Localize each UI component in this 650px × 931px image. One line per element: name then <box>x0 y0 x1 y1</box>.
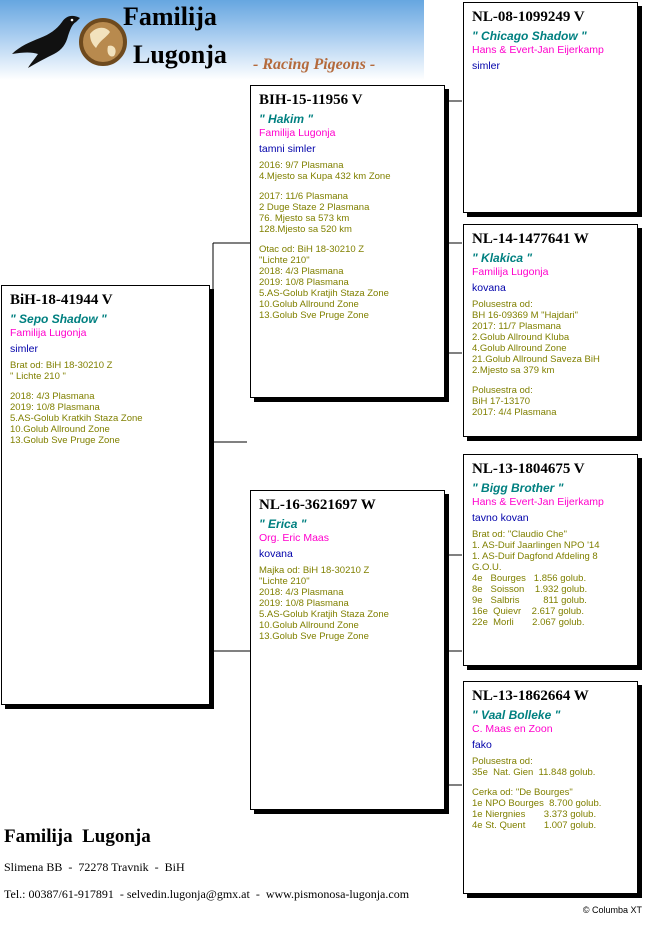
breeder-name: Familija Lugonja <box>10 327 87 339</box>
dam-sire-card <box>463 454 638 666</box>
performance-notes: Polusestra od: 35e Nat. Gien 11.848 golub. <box>472 756 596 778</box>
feather-color: kovana <box>259 548 293 560</box>
feather-color: fako <box>472 739 492 751</box>
performance-notes: Cerka od: "De Bourges" 1e NPO Bourges 8.700 golub. 1e Niergnies 3.373 golub. 4e St. Quent 1.007 golub. <box>472 787 602 831</box>
ring-number: NL-13-1804675 V <box>472 461 585 477</box>
globe-logo-icon <box>78 8 128 76</box>
feather-color: simler <box>10 343 38 355</box>
pigeon-logo-icon <box>10 8 82 70</box>
pigeon-name: " Bigg Brother " <box>472 481 564 495</box>
performance-notes: 2018: 4/3 Plasmana 2019: 10/8 Plasmana 5.AS-Golub Kratkih Staza Zone 10.Golub Allround Zone 13.Golub Sve Pruge Zone <box>10 391 143 446</box>
feather-color: tamni simler <box>259 143 316 155</box>
sire-card <box>250 85 445 398</box>
breeder-name: Familija Lugonja <box>472 266 549 278</box>
breeder-name: C. Maas en Zoon <box>472 723 553 735</box>
ring-number: NL-13-1862664 W <box>472 688 589 704</box>
subject-card <box>1 285 210 705</box>
performance-notes: 2017: 11/6 Plasmana 2 Duge Staze 2 Plasmana 76. Mjesto sa 573 km 128.Mjesto sa 520 km <box>259 191 370 235</box>
feather-color: kovana <box>472 282 506 294</box>
breeder-name: Hans & Evert-Jan Eijerkamp <box>472 44 604 56</box>
feather-color: tavno kovan <box>472 512 529 524</box>
performance-notes: Majka od: BiH 18-30210 Z "Lichte 210" 2018: 4/3 Plasmana 2019: 10/8 Plasmana 5.AS-Golub Kratjih Staza Zone 10.Golub Allround Zone 13.Golub Sve Pruge Zone <box>259 565 389 642</box>
performance-notes: 2016: 9/7 Plasmana 4.Mjesto sa Kupa 432 km Zone <box>259 160 391 182</box>
pigeon-name: " Sepo Shadow " <box>10 312 107 326</box>
dam-card <box>250 490 445 810</box>
brand-header <box>0 0 424 80</box>
ring-number: BIH-15-11956 V <box>259 92 363 108</box>
performance-notes: Polusestra od: BiH 17-13170 2017: 4/4 Plasmana <box>472 385 557 418</box>
pigeon-name: " Vaal Bolleke " <box>472 708 561 722</box>
performance-notes: Brat od: BiH 18-30210 Z " Lichte 210 " <box>10 360 113 382</box>
performance-notes: Otac od: BiH 18-30210 Z "Lichte 210" 2018: 4/3 Plasmana 2019: 10/8 Plasmana 5.AS-Golub Kratjih Staza Zone 10.Golub Allround Zone 13.Golub Sve Pruge Zone <box>259 244 389 321</box>
footer-address: Slimena BB - 72278 Travnik - BiH <box>4 860 185 874</box>
ring-number: NL-08-1099249 V <box>472 9 585 25</box>
brand-name-line2: Lugonja <box>133 40 227 69</box>
footer-owner-name: Familija Lugonja <box>4 826 151 847</box>
pigeon-name: " Klakica " <box>472 251 533 265</box>
copyright-notice: © Columba XT <box>582 905 642 915</box>
feather-color: simler <box>472 60 500 72</box>
brand-tagline: - Racing Pigeons - <box>253 56 376 73</box>
pigeon-name: " Chicago Shadow " <box>472 29 587 43</box>
ring-number: NL-16-3621697 W <box>259 497 376 513</box>
sire-sire-card <box>463 2 638 213</box>
breeder-name: Familija Lugonja <box>259 127 336 139</box>
sire-dam-card <box>463 224 638 437</box>
brand-name-line1: Familija <box>123 2 217 31</box>
breeder-name: Hans & Evert-Jan Eijerkamp <box>472 496 604 508</box>
dam-dam-card <box>463 681 638 894</box>
performance-notes: Brat od: "Claudio Che" 1. AS-Duif Jaarlingen NPO '14 1. AS-Duif Dagfond Afdeling 8 G.O.U. 4e Bourges 1.856 golub. 8e Soisson 1.932 golub. 9e Salbris 811 golub. 16e Quievr 2.617 golub. 22e Morli 2.067 golub. <box>472 529 600 628</box>
ring-number: NL-14-1477641 W <box>472 231 589 247</box>
pigeon-name: " Hakim " <box>259 112 314 126</box>
footer-contact: Tel.: 00387/61-917891 - selvedin.lugonja@gmx.at - www.pismonosa-lugonja.com <box>4 887 410 901</box>
pigeon-name: " Erica " <box>259 517 307 531</box>
ring-number: BiH-18-41944 V <box>10 292 113 308</box>
performance-notes: Polusestra od: BH 16-09369 M "Hajdari" 2017: 11/7 Plasmana 2.Golub Allround Kluba 4.Golub Allround Zone 21.Golub Allround Saveza BiH 2.Mjesto sa 379 km <box>472 299 600 376</box>
breeder-name: Org. Eric Maas <box>259 532 330 544</box>
